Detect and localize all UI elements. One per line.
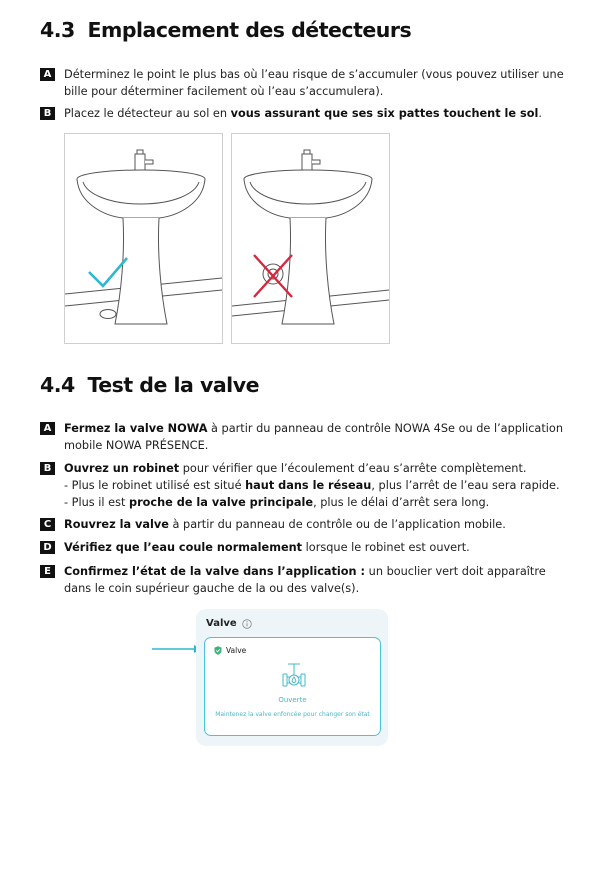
step-badge: E <box>40 565 55 578</box>
step-badge: B <box>40 462 55 475</box>
illustration-incorrect-placement <box>231 133 390 344</box>
step-text: Déterminez le point le plus bas où l’eau risque de s’accumuler (vous pouvez utiliser une bille pour déterminer facilement où l’eau s’accumulera). <box>64 68 564 98</box>
step-text: Ouvrez un robinet pour vérifier que l’écoulement d’eau s’arrête complètement. - Plus le robinet utilisé est situé haut dans le réseau, plus l’arrêt de l’eau sera rapide. - Plus il est proche de la valve principale, plus le délai d’arrêt sera long. <box>64 460 570 511</box>
app-title: Valve <box>206 618 252 629</box>
valve-hint: Maintenez la valve enfoncée pour changer son état <box>215 711 370 718</box>
step-badge: A <box>40 422 55 435</box>
step-4-4-e <box>40 563 570 597</box>
section-number: 4.4 <box>40 373 75 397</box>
step-text: Fermez la valve NOWA à partir du panneau de contrôle NOWA 4Se ou de l’application mobile NOWA PRÉSENCE. <box>64 422 563 452</box>
shield-icon <box>214 646 222 655</box>
section-title: Test de la valve <box>87 373 259 397</box>
step-4-4-b <box>40 460 570 511</box>
step-text: Confirmez l’état de la valve dans l’application : un bouclier vert doit apparaître dans le coin supérieur gauche de la ou des valve(s). <box>64 565 546 595</box>
step-text: Placez le détecteur au sol en vous assurant que ses six pattes touchent le sol. <box>64 107 542 120</box>
step-text: Rouvrez la valve à partir du panneau de contrôle ou de l’application mobile. <box>64 518 506 531</box>
step-badge: B <box>40 107 55 120</box>
info-icon[interactable] <box>242 619 252 629</box>
step-text: Vérifiez que l’eau coule normalement lorsque le robinet est ouvert. <box>64 541 470 554</box>
step-4-3-b <box>40 105 570 122</box>
step-4-4-d <box>40 539 570 556</box>
step-badge: A <box>40 68 55 81</box>
sink-illustration <box>65 134 222 343</box>
section-title: Emplacement des détecteurs <box>87 18 412 42</box>
step-4-4-c <box>40 516 570 533</box>
section-4-3-heading <box>40 18 411 42</box>
valve-state: Ouverte <box>278 696 307 704</box>
step-badge: C <box>40 518 55 531</box>
valve-label: Valve <box>214 646 246 655</box>
valve-tile[interactable] <box>204 637 381 736</box>
app-valve-card <box>196 609 388 746</box>
section-number: 4.3 <box>40 18 75 42</box>
sink-illustration <box>232 134 389 343</box>
step-sub-item: - Plus il est proche de la valve principale, plus le délai d’arrêt sera long. <box>64 496 490 509</box>
step-badge: D <box>40 541 55 554</box>
illustration-correct-placement <box>64 133 223 344</box>
step-sub-item: - Plus le robinet utilisé est situé haut dans le réseau, plus l’arrêt de l’eau sera rapide. <box>64 479 560 492</box>
step-4-3-a <box>40 66 570 100</box>
step-4-4-a <box>40 420 570 454</box>
section-4-4-heading <box>40 373 259 397</box>
cross-icon <box>254 255 292 297</box>
valve-icon <box>282 662 306 692</box>
